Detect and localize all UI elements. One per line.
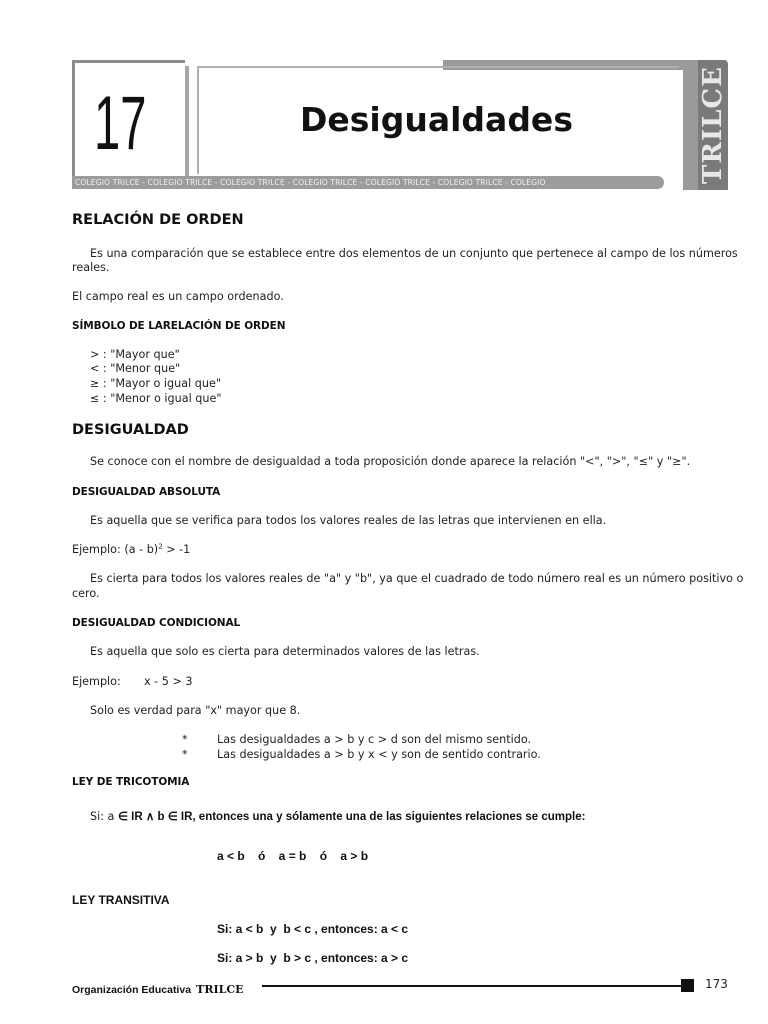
tricotomia-relations: a < b ó a = b ó a > b — [217, 849, 369, 863]
note-bullet: * — [182, 748, 188, 761]
symbol-item: ≥ : "Mayor o igual que" — [90, 377, 221, 390]
transitiva-line-2: Si: a > b y b > c , entonces: a > c — [217, 951, 409, 965]
paragraph-relacion-2: El campo real es un campo ordenado. — [72, 290, 284, 303]
subheading-absoluta: DESIGUALDAD ABSOLUTA — [72, 486, 221, 498]
page-number: 173 — [705, 977, 728, 991]
example-absoluta-rest: > -1 — [162, 543, 191, 556]
note-bullet: * — [182, 733, 188, 746]
note-text: Las desigualdades a > b y x < y son de sentido contrario. — [217, 748, 541, 761]
section-heading-desigualdad: DESIGUALDAD — [72, 422, 189, 438]
example-condicional-expr: x - 5 > 3 — [144, 675, 193, 688]
paragraph-desigualdad: Se conoce con el nombre de desigualdad a toda proposición donde aparece la relación "<", ">", "≤" y "≥". — [90, 455, 691, 468]
note-text: Las desigualdades a > b y c > d son del mismo sentido. — [217, 733, 532, 746]
footer-square-icon — [681, 979, 694, 992]
tricotomia-prefix: Si: a — [90, 810, 118, 823]
footer-organization — [72, 978, 244, 997]
footer-rule — [262, 985, 682, 987]
example-absoluta-exponent: 2 — [158, 542, 163, 551]
section-heading-relacion: RELACIÓN DE ORDEN — [72, 212, 244, 228]
symbol-item: < : "Menor que" — [90, 362, 181, 375]
subheading-tricotomia: LEY DE TRICOTOMIA — [72, 776, 190, 788]
banner-text: COLEGIO TRILCE - COLEGIO TRILCE - COLEGIO TRILCE - COLEGIO TRILCE - COLEGIO TRILCE - COLEGIO TRILCE - COLEGIO — [75, 178, 546, 187]
paragraph-relacion-1a: Es una comparación que se establece entre dos elementos de un conjunto que pertenece al campo de los números — [90, 247, 738, 260]
brand-vertical-text: TRILCE — [698, 66, 728, 184]
header-frame-right — [683, 60, 698, 190]
paragraph-condicional-1: Es aquella que solo es cierta para determinados valores de las letras. — [90, 645, 480, 658]
paragraph-relacion-1b: reales. — [72, 261, 110, 274]
paragraph-absoluta-1: Es aquella que se verifica para todos los valores reales de las letras que intervienen en ella. — [90, 514, 607, 527]
subheading-condicional: DESIGUALDAD CONDICIONAL — [72, 617, 241, 629]
paragraph-absoluta-2b: cero. — [72, 587, 100, 600]
subheading-simbolo: SÍMBOLO DE LARELACIÓN DE ORDEN — [72, 320, 286, 332]
tricotomia-statement — [90, 805, 585, 824]
subheading-transitiva: LEY TRANSITIVA — [72, 893, 170, 907]
footer-org-text: Organización Educativa — [72, 984, 192, 996]
transitiva-line-1: Si: a < b y b < c , entonces: a < c — [217, 922, 409, 936]
example-absoluta-base: Ejemplo: (a - b) — [72, 543, 159, 556]
symbol-item: ≤ : "Menor o igual que" — [90, 392, 222, 405]
example-condicional-label: Ejemplo: — [72, 675, 121, 688]
paragraph-condicional-2: Solo es verdad para "x" mayor que 8. — [90, 704, 301, 717]
tricotomia-rest: ∈ IR ∧ b ∈ IR, entonces una y sólamente una de las siguientes relaciones se cumple: — [117, 811, 586, 823]
example-absoluta — [72, 543, 190, 557]
chapter-number: 17 — [94, 81, 147, 166]
footer-brand: TRILCE — [196, 983, 244, 996]
symbol-item: > : "Mayor que" — [90, 348, 180, 361]
banner-bar — [72, 176, 664, 189]
page-title: Desigualdades — [300, 100, 573, 139]
paragraph-absoluta-2a: Es cierta para todos los valores reales de "a" y "b", ya que el cuadrado de todo número real es un número positivo o — [90, 572, 744, 585]
